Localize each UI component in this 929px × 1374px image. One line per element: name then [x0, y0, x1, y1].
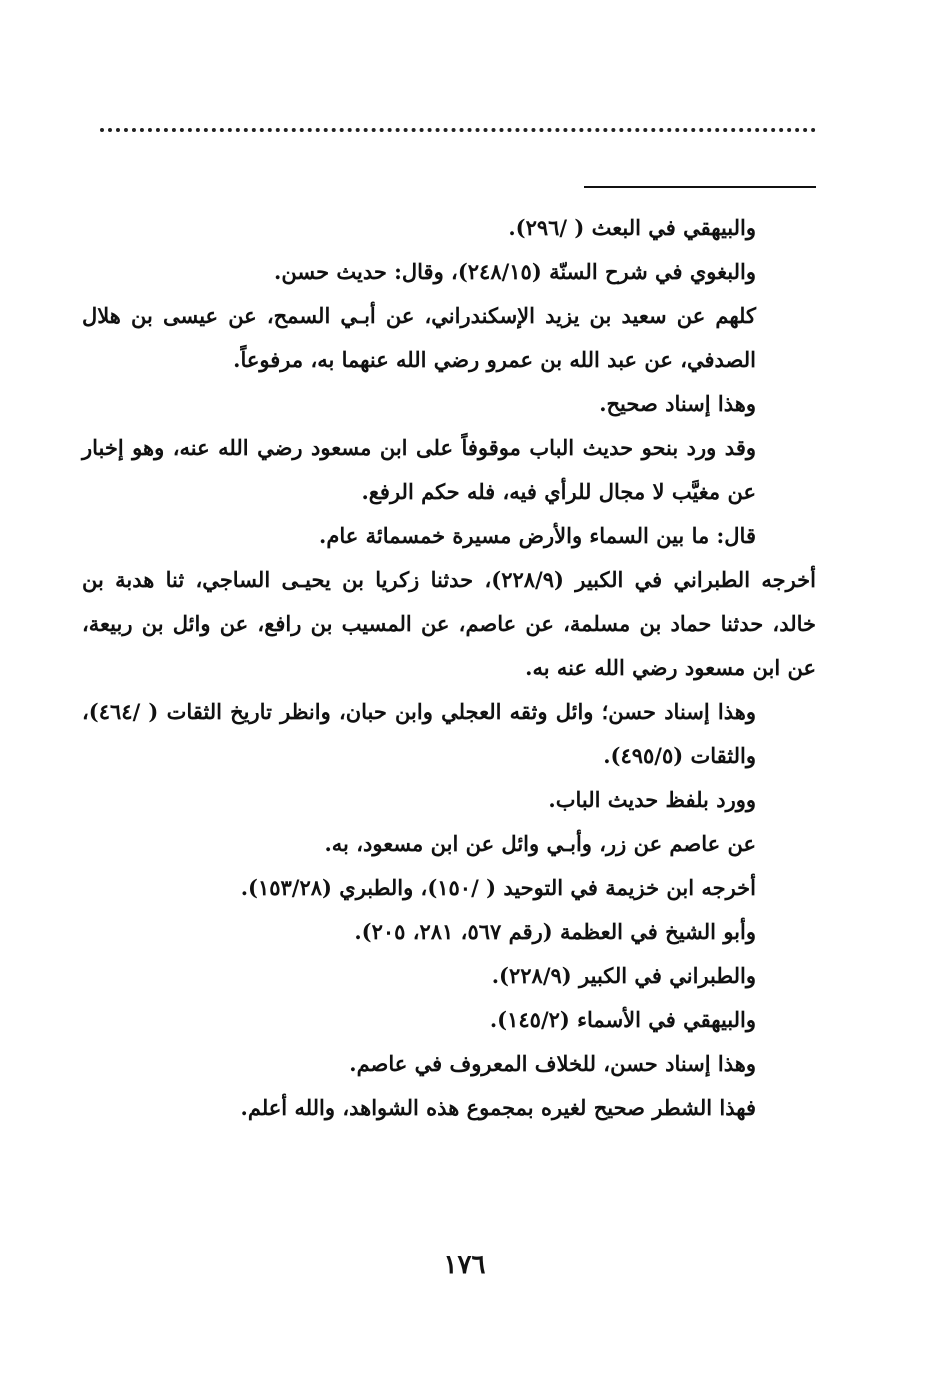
paragraph: والبيهقي في الأسماء (١٤٥/٢). — [489, 1007, 756, 1032]
paragraph: قال: ما بين السماء والأرض مسيرة خمسمائة عام. — [319, 523, 756, 548]
paragraph: وقد ورد بنحو حديث الباب موقوفاً على ابن مسعود رضي الله عنه، وهو إخبار عن مغيَّب لا مجال للرأي فيه، فله حكم الرفع. — [82, 435, 756, 504]
paragraph: والبيهقي في البعث ( /٢٩٦). — [508, 215, 756, 240]
paragraph: كلهم عن سعيد بن يزيد الإسكندراني، عن أبـي السمح، عن عيسى بن هلال الصدفي، عن عبد الله بن عمرو رضي الله عنهما به، مرفوعاً. — [82, 303, 756, 372]
paragraph: والبغوي في شرح السنّة (٢٤٨/١٥)، وقال: حديث حسن. — [274, 259, 756, 284]
paragraph: أخرجه ابن خزيمة في التوحيد ( /١٥٠)، والطبري (١٥٣/٢٨). — [240, 875, 756, 900]
paragraph: أخرجه الطبراني في الكبير (٢٢٨/٩)، حدثنا زكريا بن يحيـى الساجي، ثنا هدبة بن خالد، حدثنا حماد بن مسلمة، عن عاصم، عن المسيب بن رافع، عن وائل بن ربيعة، عن ابن مسعود رضي الله عنه به. — [82, 567, 816, 680]
paragraph: وهذا إسناد صحيح. — [599, 391, 756, 416]
footnote-text-block — [82, 206, 816, 1130]
paragraph: وورد بلفظ حديث الباب. — [548, 787, 756, 812]
paragraph: وأبو الشيخ في العظمة (رقم ٥٦٧، ٢٨١، ٢٠٥). — [354, 919, 756, 944]
paragraph: فهذا الشطر صحيح لغيره بمجموع هذه الشواهد، والله أعلم. — [240, 1095, 756, 1120]
paragraph: عن عاصم عن زر، وأبـي وائل عن ابن مسعود، به. — [324, 831, 756, 856]
page-number: ١٧٦ — [443, 1250, 486, 1280]
paragraph: وهذا إسناد حسن؛ وائل وثقه العجلي وابن حبان، وانظر تاريخ الثقات ( /٤٦٤)، والثقات (٤٩٥/٥). — [82, 699, 756, 768]
paragraph: والطبراني في الكبير (٢٢٨/٩). — [491, 963, 756, 988]
paragraph: وهذا إسناد حسن، للخلاف المعروف في عاصم. — [349, 1051, 756, 1076]
dotted-separator — [100, 128, 816, 132]
footnote-rule — [584, 186, 816, 188]
